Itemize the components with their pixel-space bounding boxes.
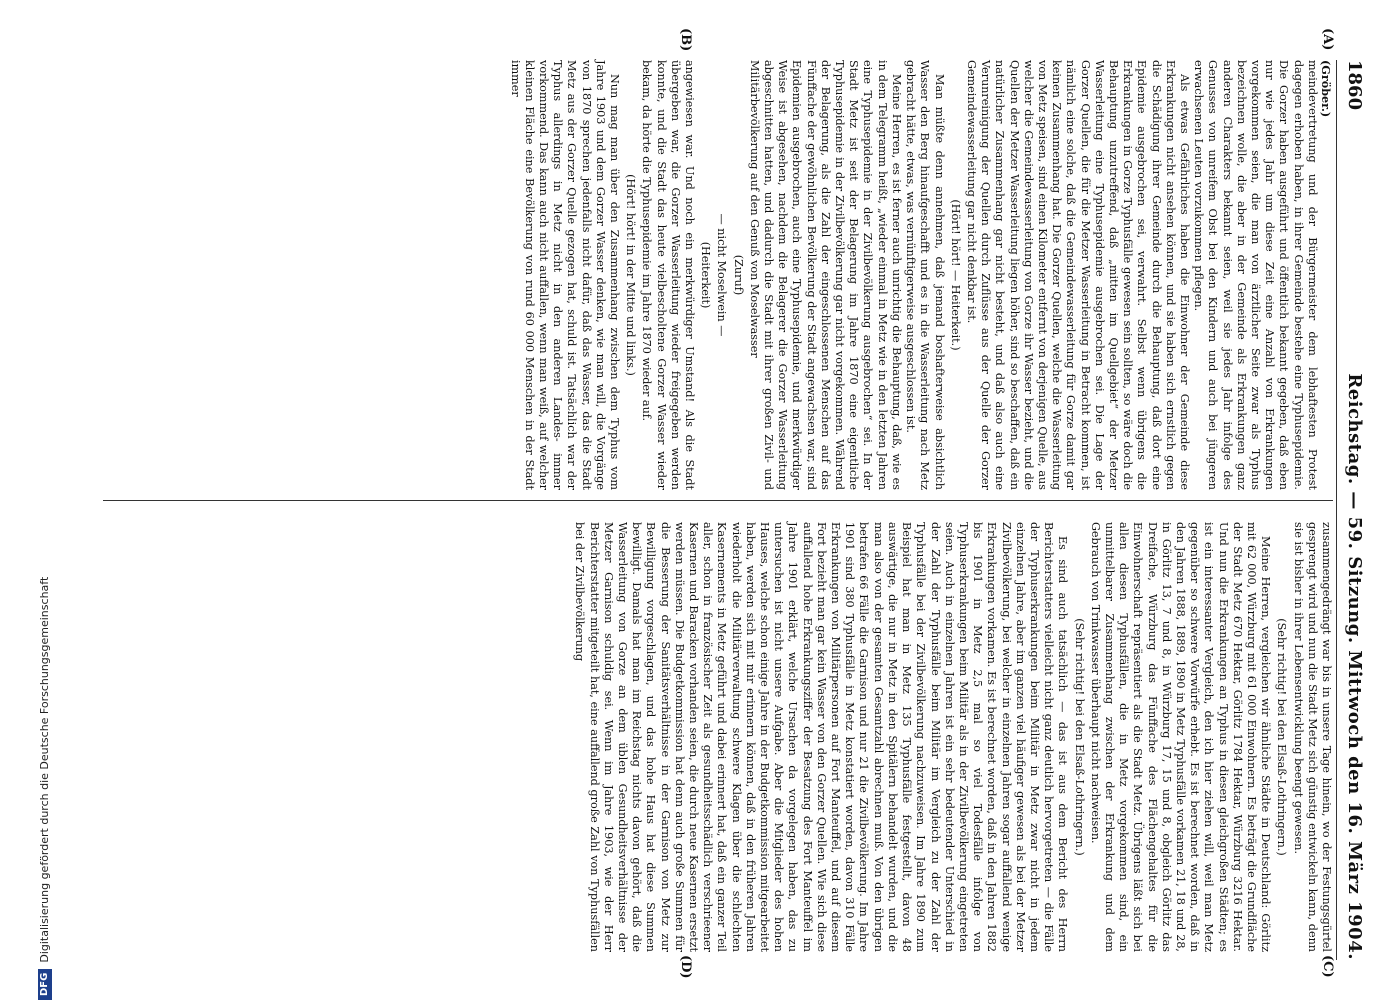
speaker-name: (Gröber.) <box>1319 60 1333 118</box>
page-header <box>1336 60 1365 960</box>
interjection: (Zuruf) <box>731 254 745 296</box>
column-divider <box>103 500 1333 501</box>
paragraph: Meine Herren, es ist ferner auch unrichtig die Behauptung, daß, wie es in dem Telegramm heißt, „wieder einmal in Metz wie in den letzten Jahren eine Typhusepidemie in der Zivilbevölkerung ausgebrochen“ sei. In der Stadt Metz ist seit der Belagerung im Jahre 1870 eine eigentliche Typhusepidemie in der Zivilbevölkerung gar nicht vorgekommen. Während der Belagerung, als die Zahl der eingeschlossenen Menschen auf das Fünffache der gewöhnlichen Bevölkerung der Stadt angewachsen war, sind Epidemien ausgebrochen, auch eine Typhusepidemie, und merkwürdiger Weise ist abgesehen, nachdem die Belagerer die Gorzer Wasserleitung abgeschnitten hatten, und dadurch die Stadt mit ihrer großen Zivil- und Militärbevölkerung auf den Genuß von Moselwasser <box>747 60 903 490</box>
dfg-logo: DFG <box>38 969 52 1000</box>
page-number: 1860 <box>1344 60 1365 111</box>
interjection: (Sehr richtig! bei den Elsaß-Lothringern.) <box>1072 618 1086 856</box>
interjection: (Hört! hört! in der Mitte und links.) <box>624 174 638 376</box>
margin-mark-a: (A) <box>1320 28 1335 51</box>
interjection: (Heiterkeit) <box>699 241 713 309</box>
interjection: — nicht Moselwein — <box>715 213 729 337</box>
paragraph: meindevertretung und der Bürgermeister dem lebhaftesten Protest dagegen erhoben haben, in ihrer Gemeinde bestehe eine Typhusepidemie. Die Gorzer haben ausgeführt und öffentlich bekannt gegeben, daß eben nur wie jedes Jahr um diese Zeit eine Anzahl von Erkrankungen vorgekommen seien, die man von ärztlicher Seite zwar als Typhus bezeichnen wolle, die aber in der Gemeinde als Erkrankungen ganz anderen Charakters bekannt seien, weil sie jedes Jahr infolge des Genusses von unreifem Obst bei den Kindern und auch bei jüngeren erwachsenen Leuten vorzukommen pflegen. <box>1192 60 1319 490</box>
rotated-page-content <box>50 0 1383 1000</box>
paragraph: zusammengedrängt war bis in unsere Tage hinein, wo der Festungsgürtel gesprengt wird und nun die Stadt Metz sich günstig entwickeln kann, denn sie ist bisher in ihrer Lebensentwicklung beengt gewesen. <box>1291 522 1333 952</box>
right-column <box>572 522 1333 952</box>
interjection: (Hört! hört! — Heiterkeit.) <box>948 199 962 351</box>
paragraph: Man müßte denn annehmen, daß jemand boshafterweise absichtlich Wasser den Berg hinaufgeschafft und es in die Wasserleitung nach Metz gebracht hätte, etwas, was vernünftigerweise ausgeschlossen ist. <box>904 60 946 490</box>
margin-mark-d: (D) <box>678 955 693 979</box>
paragraph: angewiesen war. Und noch ein merkwürdiger Umstand! Als die Stadt übergeben war, die Gorzer Wasserleitung wieder freigegeben werden konnte, und die Stadt das heute vielbescholtene Gorzer Wasser wieder bekam, da hörte die Typhusepidemie im Jahre 1870 wieder auf. <box>640 60 697 490</box>
paragraph: Meine Herren, vergleichen wir ähnliche Städte in Deutschland: Görlitz mit 62 000, Würzburg mit 61 000 Einwohnern. Es beträgt die Grundfläche der Stadt Metz 670 Hektar, Görlitz 1784 Hektar, Würzburg 3216 Hektar. Und nun die Erkrankungen an Typhus in diesen gleichgroßen Städten; es ist ein interessanter Vergleich, den ich hier ziehen will, weil man Metz gegenüber so schwere Vorwürfe erhebt. Es ist berechnet worden, daß in den Jahren 1888, 1889, 1890 in Metz Typhusfälle vorkamen 21, 18 und 28, in Görlitz 13, 7 und 8, in Würzburg 17, 15 und 8, obgleich Görlitz das Dreifache, Würzburg das Fünffache des Flächengehaltes für die Einwohnerschaft repräsentiert als die Stadt Metz. Übrigens läßt sich bei allen diesen Typhusfällen, die in Metz vorgekommen sind, ein unmittelbarer Zusammenhang zwischen der Erkrankung und dem Gebrauch von Trinkwasser überhaupt nicht nachweisen. <box>1088 522 1273 952</box>
footer-credit <box>30 0 60 1000</box>
interjection: (Sehr richtig! bei den Elsaß-Lothringern.) <box>1275 618 1289 856</box>
document-page <box>50 0 1383 1000</box>
paragraph: Es sind auch tatsächlich — das ist aus dem Bericht des Herrn Berichterstatters vielleicht nicht ganz deutlich hervorgetreten — die Fälle der Typhuserkrankungen beim Militär in Metz zwar nicht in jedem einzelnen Jahre, aber im ganzen viel häufiger gewesen als bei der Metzer Zivilbevölkerung, bei welcher in einzelnen Jahren sogar auffallend wenige Erkrankungen vorkamen. Es ist berechnet worden, daß in den Jahren 1882 bis 1901 in Metz 2,5 mal so viel Todesfälle infolge von Typhuserkrankungen beim Militär als in der Zivilbevölkerung eingetreten seien. Auch in einzelnen Jahren ist ein sehr bedeutender Unterschied in der Zahl der Typhusfälle beim Militär im Vergleich zu der Zahl der Typhusfälle bei der Zivilbevölkerung nachzuweisen. Im Jahre 1890 zum Beispiel hat man in Metz 135 Typhusfälle festgestellt, davon 48 auswärtige, die nur in Metz in den Spitälern behandelt wurden, und die man also von der gesamten Gesamtzahl abrechnen muß. Von den übrigen betrafen 66 Fälle die Garnison und nur 21 die Zivilbevölkerung. Im Jahre 1901 sind 380 Typhusfälle in Metz konstatiert worden, davon 310 Fälle Erkrankungen von Militärpersonen auf Fort Manteuffel, und auf diesem Fort bezieht man gar kein Wasser von den Gorzer Quellen. Wie sich diese auffallend hohe Erkrankungsziffer der Besatzung des Fort Manteuffel im Jahre 1901 erklärt, welche Ursachen da vorgelegen haben, das zu untersuchen ist nicht unsere Aufgabe. Aber die Mitglieder des hohen Hauses, welche schon einige Jahre in der Budgetkommission mitgearbeitet haben, werden sich mit mir erinnern können, daß in den früheren Jahren wiederholt die Militärverwaltung schwere Klagen über die schlechten Kasernements in Metz geführt und dabei erinnert hat, daß ein ganzer Teil aller, schon in französischer Zeit als gesundheitsschädlich verschrieener Kasernen und Baracken vorhanden seien, die durch neue Kasernen ersetzt werden müssen. Die Budgetkommission hat denn auch große Summen für die Besserung der Sanitätsverhältnisse in der Garnison von Metz zur Bewilligung vorgeschlagen, und das hohe Haus hat diese Summen bewilligt. Damals hat man im Reichstag nichts davon gehört, daß die Wasserleitung von Gorze an dem üblen Gesundheitsverhältnisse der Metzer Garnison schuldig sei. Wenn im Jahre 1903, wie der Herr Berichterstatter mitgeteilt hat, eine auffallend große Zahl von Typhusfällen bei der Zivilbevölkerung <box>573 522 1070 952</box>
paragraph: Nun mag man über den Zusammenhang zwischen dem Typhus vom Jahre 1903 und dem Gorzer Wasser denken, wie man will, die Vorgänge von 1870 sprechen jedenfalls nicht dafür, daß das Wasser, das die Stadt Metz aus der Gorzer Quelle gezogen hat, schuld ist. Tatsächlich war der Typhus allerdings in Metz nicht in den anderen Landes- immer vorkommend. Das kann auch nicht auffallen, wenn man weiß, auf welcher kleinen Fläche eine Bevölkerung von rund 60 000 Menschen in der Stadt immer <box>508 60 622 490</box>
left-column <box>507 60 1333 490</box>
page-title: Reichstag. — 59. Sitzung. Mittwoch den 16. März 1904. <box>1344 373 1365 960</box>
paragraph: Als etwas Gefährliches haben die Einwohner der Gemeinde diese Erkrankungen nicht ansehen können, und sie haben sich ernstlich gegen die Schädigung ihrer Gemeinde durch die Behauptung, daß dort eine Epidemie ausgebrochen sei, verwahrt. Selbst wenn übrigens die Erkrankungen in Gorze Typhusfälle gewesen sein sollten, so wäre doch die Behauptung unzutreffend, daß „mitten im Quellgebiet“ der Metzer Wasserleitung eine Typhusepidemie ausgebrochen sei. Die Lage der Gorzer Quellen, die für die Metzer Wasserleitung in Betracht kommen, ist nämlich eine solche, daß die Gemeindewasserleitung für Gorze damit gar keinen Zusammenhang hat. Die Gorzer Quellen, welche die Wasserleitung von Metz speisen, sind einen Kilometer entfernt von derjenigen Quelle, aus welcher die Gemeindewasserleitung von Gorze ihr Wasser bezieht, und die Quellen der Metzer Wasserleitung liegen höher, sind so beschaffen, daß ein natürlicher Zusammenhang gar nicht besteht, und daß also auch eine Verunreinigung der Quellen durch Zuflüsse aus der Quelle der Gorzer Gemeindewasserleitung gar nicht denkbar ist. <box>964 60 1191 490</box>
footer-credit-text: Digitalisierung gefördert durch die Deutsche Forschungsgemeinschaft <box>38 576 51 963</box>
margin-mark-c: (C) <box>1320 955 1335 978</box>
footer-strip <box>0 0 51 1000</box>
margin-mark-b: (B) <box>678 28 693 52</box>
